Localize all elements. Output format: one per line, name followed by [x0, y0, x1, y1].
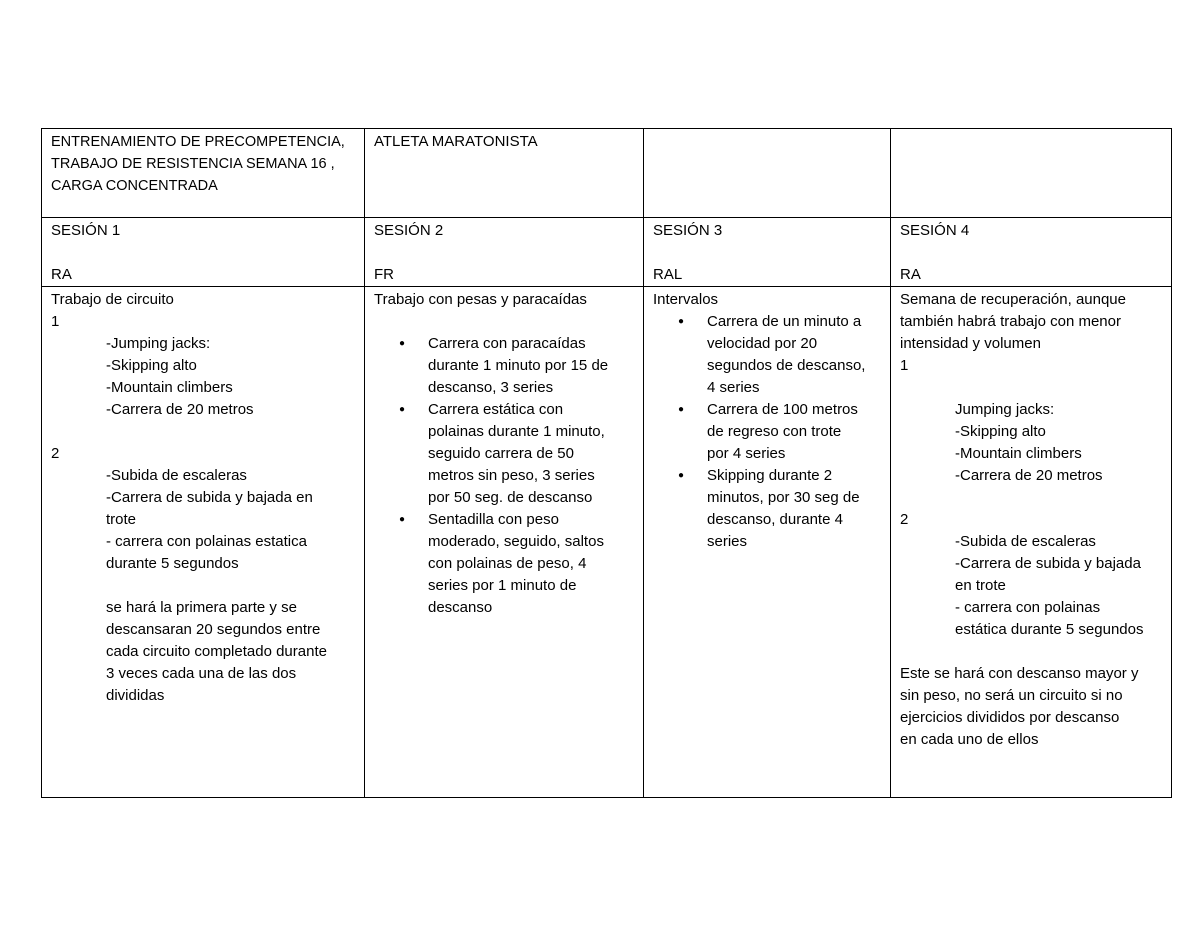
note-line: cada circuito completado durante — [106, 643, 327, 660]
session-row — [42, 218, 1172, 287]
empty-cell — [644, 129, 891, 218]
section-title: Trabajo de circuito — [51, 291, 174, 308]
item-line: de regreso con trote — [707, 423, 842, 440]
title-line: ENTRENAMIENTO DE PRECOMPETENCIA, — [51, 134, 345, 150]
session-1-content — [42, 287, 365, 798]
item-line: por 4 series — [707, 445, 786, 462]
athlete-cell — [365, 129, 644, 218]
content-row — [42, 287, 1172, 798]
item-line: 4 series — [707, 379, 760, 396]
session-3-content — [644, 287, 891, 798]
exercise-line: - carrera con polainas — [955, 599, 1101, 616]
part-number: 2 — [51, 445, 60, 462]
empty-cell — [891, 129, 1172, 218]
header-row — [42, 129, 1172, 218]
note-line: en cada uno de ellos — [900, 731, 1039, 748]
section-title: Intervalos — [653, 291, 719, 308]
exercise-line: -Jumping jacks: — [106, 335, 211, 352]
exercise-line: -Carrera de subida y bajada — [955, 555, 1141, 572]
item-line: segundos de descanso, — [707, 357, 866, 374]
item-line: ● Sentadilla con peso — [428, 511, 559, 528]
note-line: descansaran 20 segundos entre — [106, 621, 321, 638]
intro-line: Semana de recuperación, aunque — [900, 291, 1126, 308]
note-line: Este se hará con descanso mayor y — [900, 665, 1139, 682]
session-label: SESIÓN 4 — [900, 222, 970, 239]
title-line: CARGA CONCENTRADA — [51, 178, 218, 194]
list-item — [653, 465, 884, 553]
part-number: 2 — [900, 511, 909, 528]
section-title: Trabajo con pesas y paracaídas — [374, 291, 587, 308]
session-code: FR — [374, 266, 394, 283]
exercise-line: -Carrera de 20 metros — [955, 467, 1103, 484]
list-item — [374, 399, 637, 509]
list-item — [374, 509, 637, 619]
item-line: descanso, 3 series — [428, 379, 554, 396]
session-3-cell — [644, 218, 891, 287]
athlete-label: ATLETA MARATONISTA — [374, 133, 538, 150]
exercise-line: -Mountain climbers — [955, 445, 1082, 462]
intro-line: también habrá trabajo con menor — [900, 313, 1121, 330]
item-line: por 50 seg. de descanso — [428, 489, 593, 506]
session-4-content — [891, 287, 1172, 798]
session-1-cell — [42, 218, 365, 287]
item-line: velocidad por 20 — [707, 335, 818, 352]
exercise-line: -Mountain climbers — [106, 379, 233, 396]
bullet-list — [653, 311, 884, 553]
session-4-cell — [891, 218, 1172, 287]
item-line: metros sin peso, 3 series — [428, 467, 595, 484]
item-line: con polainas de peso, 4 — [428, 555, 587, 572]
note-line: ejercicios divididos por descanso — [900, 709, 1120, 726]
note-line: sin peso, no será un circuito si no — [900, 687, 1123, 704]
item-line: polainas durante 1 minuto, — [428, 423, 605, 440]
exercise-line: Jumping jacks: — [955, 401, 1055, 418]
item-line: ● Carrera de 100 metros — [707, 401, 858, 418]
item-line: durante 1 minuto por 15 de — [428, 357, 609, 374]
session-label: SESIÓN 1 — [51, 222, 121, 239]
exercise-line: -Carrera de subida y bajada en — [106, 489, 313, 506]
title-line: TRABAJO DE RESISTENCIA SEMANA 16 , — [51, 156, 335, 172]
item-line: minutos, por 30 seg de — [707, 489, 860, 506]
part-number: 1 — [900, 357, 909, 374]
intro-line: intensidad y volumen — [900, 335, 1041, 352]
exercise-line: trote — [106, 511, 137, 528]
item-line: descanso — [428, 599, 493, 616]
list-item — [653, 399, 884, 465]
exercise-line: -Skipping alto — [106, 357, 197, 374]
item-line: ● Carrera estática con — [428, 401, 564, 418]
bullet-list — [374, 333, 637, 619]
item-line: seguido carrera de 50 — [428, 445, 574, 462]
session-label: SESIÓN 2 — [374, 222, 444, 239]
item-line: ● Carrera con paracaídas — [428, 335, 586, 352]
note-line: 3 veces cada una de las dos — [106, 665, 297, 682]
training-table — [41, 128, 1172, 798]
session-label: SESIÓN 3 — [653, 222, 723, 239]
session-2-content — [365, 287, 644, 798]
exercise-line: -Subida de escaleras — [955, 533, 1096, 550]
session-2-cell — [365, 218, 644, 287]
session-code: RA — [900, 266, 921, 283]
item-line: ● Skipping durante 2 — [707, 467, 833, 484]
session-code: RAL — [653, 266, 683, 283]
item-line: series por 1 minuto de — [428, 577, 577, 594]
item-line: ● Carrera de un minuto a — [707, 313, 862, 330]
exercise-line: -Carrera de 20 metros — [106, 401, 254, 418]
session-code: RA — [51, 266, 72, 283]
exercise-line: -Subida de escaleras — [106, 467, 247, 484]
note-line: divididas — [106, 687, 165, 704]
item-line: descanso, durante 4 — [707, 511, 843, 528]
list-item — [653, 311, 884, 399]
title-cell — [42, 129, 365, 218]
exercise-line: -Skipping alto — [955, 423, 1046, 440]
list-item — [374, 333, 637, 399]
exercise-line: estática durante 5 segundos — [955, 621, 1144, 638]
item-line: moderado, seguido, saltos — [428, 533, 604, 550]
exercise-line: en trote — [955, 577, 1006, 594]
exercise-line: - carrera con polainas estatica — [106, 533, 307, 550]
item-line: series — [707, 533, 748, 550]
exercise-line: durante 5 segundos — [106, 555, 239, 572]
part-number: 1 — [51, 313, 60, 330]
note-line: se hará la primera parte y se — [106, 599, 297, 616]
